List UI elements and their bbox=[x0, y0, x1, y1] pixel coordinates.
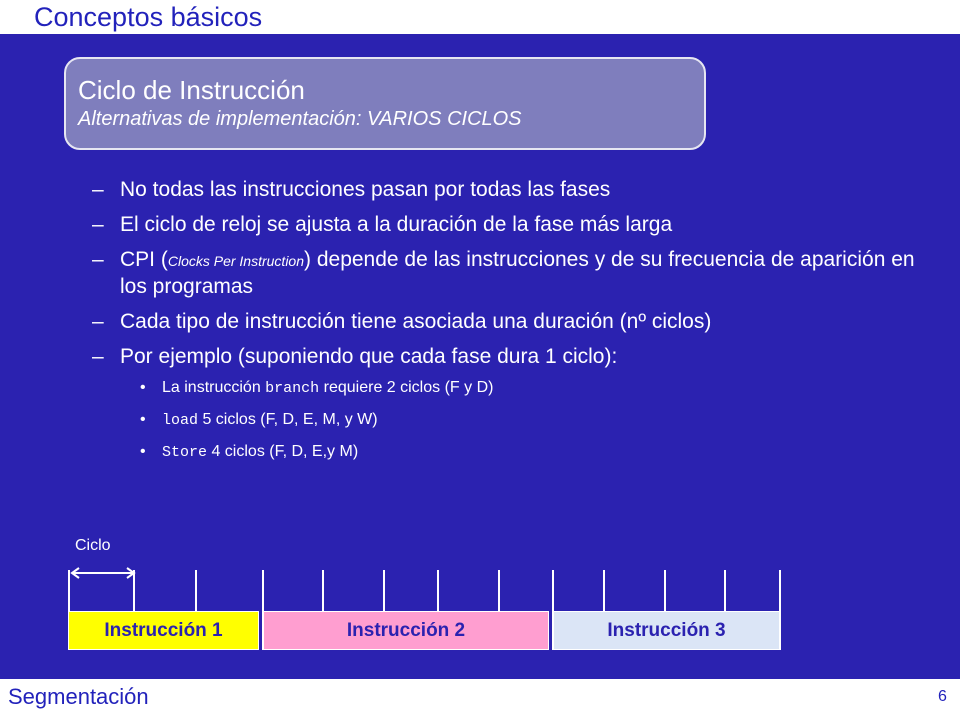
box-subtitle: Alternativas de implementación: VARIOS CICLOS bbox=[78, 108, 522, 130]
cycle-label: Ciclo bbox=[75, 537, 111, 554]
slide-title: Conceptos básicos bbox=[34, 2, 263, 32]
sub-bullet-load bbox=[92, 409, 922, 432]
bullet-text: No todas las instrucciones pasan por todas las fases bbox=[120, 178, 611, 201]
bullet-text: Cada tipo de instrucción tiene asociada una duración (nº ciclos) bbox=[120, 310, 712, 333]
title-box bbox=[64, 57, 706, 150]
dash-marker: – bbox=[92, 178, 104, 201]
dash-marker: – bbox=[92, 248, 104, 271]
code-store: Store bbox=[162, 444, 208, 461]
footer-label: Segmentación bbox=[8, 684, 149, 709]
box-title: Ciclo de Instrucción bbox=[78, 75, 305, 105]
bullet-item-2 bbox=[92, 212, 922, 238]
page-number: 6 bbox=[938, 688, 947, 705]
code-branch: branch bbox=[265, 380, 320, 397]
cpi-expansion: Clocks Per Instruction bbox=[167, 253, 305, 269]
code-load: load bbox=[162, 412, 199, 429]
sub-text-after: 5 ciclos (F, D, E, M, y W) bbox=[198, 411, 378, 428]
instruction-block-1: Instrucción 1 bbox=[68, 611, 259, 650]
dot-marker: • bbox=[140, 443, 146, 460]
bullet-text: El ciclo de reloj se ajusta a la duración de la fase más larga bbox=[120, 213, 673, 236]
bullet-list bbox=[92, 177, 922, 473]
dot-marker: • bbox=[140, 379, 146, 396]
sub-text-after: requiere 2 ciclos (F y D) bbox=[319, 379, 494, 396]
sub-text-before: La instrucción bbox=[162, 379, 266, 396]
bullet-text-before: CPI ( bbox=[120, 248, 168, 271]
dot-marker: • bbox=[140, 411, 146, 428]
sub-bullet-branch bbox=[92, 377, 922, 400]
dash-marker: – bbox=[92, 213, 104, 236]
bullet-text: Por ejemplo (suponiendo que cada fase dura 1 ciclo): bbox=[120, 345, 618, 368]
bullet-item-4 bbox=[92, 309, 922, 335]
double-arrow-icon bbox=[70, 566, 136, 580]
bullet-text-after: ) depende de las instrucciones y de su frecuencia de aparición en los programas bbox=[120, 248, 915, 298]
dash-marker: – bbox=[92, 310, 104, 333]
dash-marker: – bbox=[92, 345, 104, 368]
instruction-block-3: Instrucción 3 bbox=[553, 611, 780, 650]
instruction-block-2: Instrucción 2 bbox=[263, 611, 549, 650]
bullet-item-3 bbox=[92, 247, 922, 300]
sub-bullet-store bbox=[92, 441, 922, 464]
bullet-item-1 bbox=[92, 177, 922, 203]
bullet-item-5 bbox=[92, 344, 922, 370]
sub-bullet-list bbox=[92, 377, 922, 464]
sub-text-after: 4 ciclos (F, D, E,y M) bbox=[207, 443, 359, 460]
